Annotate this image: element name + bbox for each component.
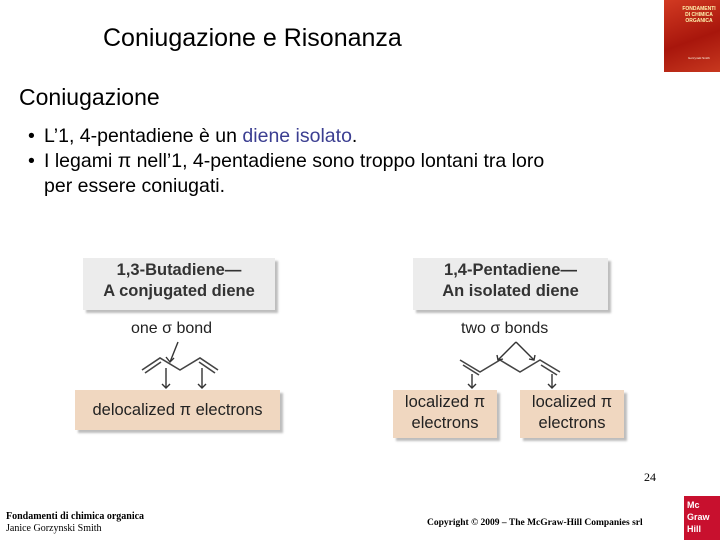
butadiene-structure <box>120 340 260 390</box>
butadiene-bonds <box>142 358 218 373</box>
bullet-list <box>28 124 708 199</box>
page-number: 24 <box>644 470 656 484</box>
slide-title: Coniugazione e Risonanza <box>103 24 402 52</box>
pentadiene-structure <box>440 340 600 390</box>
section-heading: Coniugazione <box>19 84 160 110</box>
pentadiene-title-box: 1,4-Pentadiene— An isolated diene <box>413 258 608 310</box>
bullet-item: • L’1, 4-pentadiene è un diene isolato. <box>28 125 358 147</box>
footer-book-title: Fondamenti di chimica organica <box>6 511 145 522</box>
butadiene-title-box: 1,3-Butadiene— A conjugated diene <box>83 258 275 310</box>
cover-title: FONDAMENTI DI CHIMICA ORGANICA <box>682 6 716 24</box>
bullet-item: • I legami π nell’1, 4-pentadiene sono troppo lontani tra loro per essere coniugati. <box>28 150 545 197</box>
highlight-text: diene isolato <box>242 125 352 147</box>
localized-electrons-box-b: localized π electrons <box>520 390 624 438</box>
mcgraw-hill-logo: Mc Graw Hill <box>684 496 720 540</box>
copyright-text: Copyright © 2009 – The McGraw-Hill Companies srl <box>427 518 643 528</box>
pentadiene-bond-label: two σ bonds <box>461 320 549 337</box>
butadiene-arrows <box>162 342 206 388</box>
butadiene-bond-label: one σ bond <box>131 320 213 337</box>
footer-book-info <box>6 511 144 535</box>
book-cover-image <box>664 0 720 72</box>
pentadiene-bonds <box>460 360 560 375</box>
bullet-dot: • <box>28 125 35 147</box>
localized-electrons-box-a: localized π electrons <box>393 390 497 438</box>
cover-author: Gorzynski Smith <box>688 56 710 60</box>
bullet-dot: • <box>28 150 35 172</box>
pentadiene-arrows <box>468 342 556 388</box>
delocalized-electrons-box: delocalized π electrons <box>75 390 280 430</box>
footer-author: Janice Gorzynski Smith <box>6 523 102 534</box>
